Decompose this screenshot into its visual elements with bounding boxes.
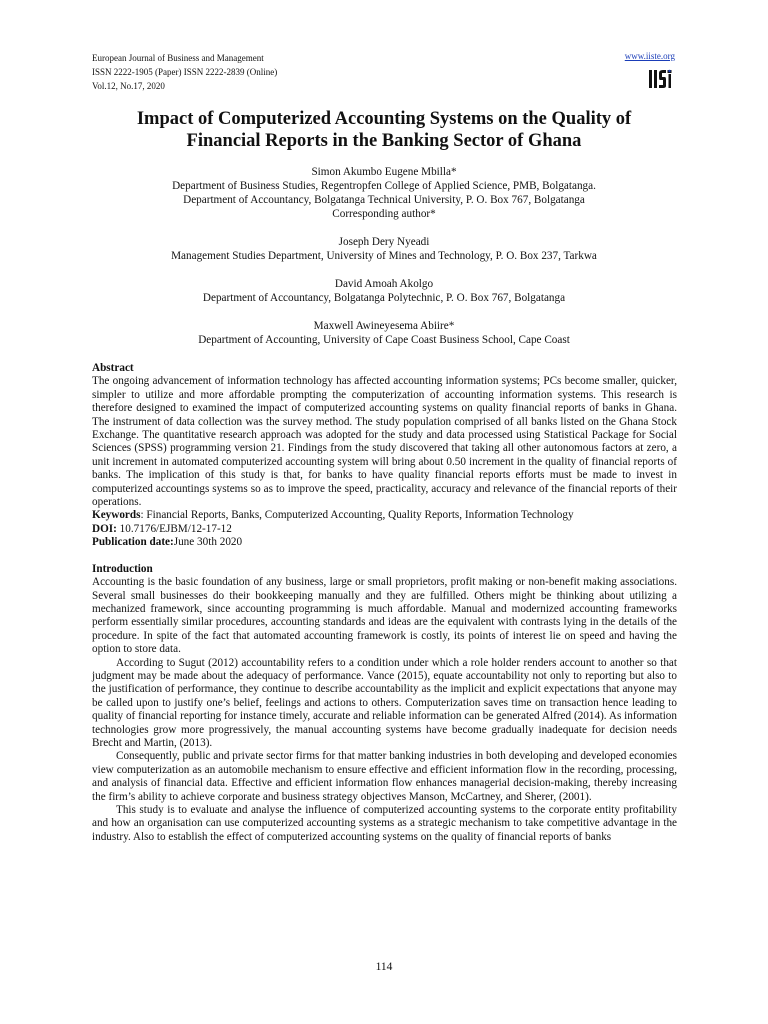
keywords-line <box>92 509 677 522</box>
paper-body <box>92 362 677 844</box>
intro-paragraph: Accounting is the basic foundation of any business, large or small proprietors, profit making or non-benefit making associations. Several small businesses do their bookkeeping manually and they are fulfilled. Others might be thinking about utilizing a mechanized framework, since accounting programming is much affordable. Manual and modernized accounting frameworks perform essentially similar procedures, accounting standards and ideas are the equivalent with contrasts lying in the details of the procedure. In spite of the fact that automated accounting framework is costly, its points of interest lie on speed and having the option to store data. <box>92 576 677 656</box>
corresponding-author-note: Corresponding author* <box>332 208 436 220</box>
author-block <box>92 235 676 263</box>
author-affiliation: Department of Accountancy, Bolgatanga Polytechnic, P. O. Box 767, Bolgatanga <box>202 292 566 304</box>
journal-issn: ISSN 2222-1905 (Paper) ISSN 2222-2839 (Online) <box>92 67 278 77</box>
intro-paragraph: According to Sugut (2012) accountability refers to a condition under which a role holder renders account to another so that judgment may be made about the adequacy of performance. Vance (2015), equate accountability not only to reporting but also to the justification of performance, they continue to describe accountability as the implicit and explicit expectations that anyone may be called upon to justify one’s belief, feelings and actions to others. Computerization saves time on transaction hence leading to quality of financial reporting for instance timely, accurate and reliable information can be generated Alfred (2014). As information technologies grow more progressively, the manual accounting systems have become gradually inadequate for decision needs Brecht and Martin, (2013). <box>92 656 677 749</box>
author-affiliation: Department of Accountancy, Bolgatanga Technical University, P. O. Box 767, Bolgatanga <box>183 194 585 206</box>
journal-website-link[interactable]: www.iiste.org <box>624 51 675 61</box>
journal-website-block <box>625 51 675 61</box>
journal-header <box>92 51 277 93</box>
journal-volume: Vol.12, No.17, 2020 <box>92 81 165 91</box>
paper-title-line-2: Financial Reports in the Banking Sector of Ghana <box>186 131 582 151</box>
author-name: Simon Akumbo Eugene Mbilla* <box>311 166 457 178</box>
journal-name: European Journal of Business and Management <box>92 53 264 63</box>
intro-paragraph: This study is to evaluate and analyse the influence of computerized accounting systems to the corporate entity profitability and how an organisation can use computerized accounting systems as a strategic mechanism to take competitive advantage in the industry. Also to establish the effect of computerized accounting systems on the quality of financial reports of banks <box>92 804 677 843</box>
section-gap <box>92 550 677 563</box>
abstract-text: The ongoing advancement of information technology has affected accounting information systems; PCs become smaller, quicker, simpler to utilize and more affordable prompting the computerization of accounting information systems. This research is therefore designed to examined the impact of computerized accounting systems on quality financial reports of banks in Ghana. The instrument of data collection was the survey method. The study population comprised of all banks listed on the Ghana Stock Exchange. The quantitative research approach was adopted for the study and data processed using Statistical Package for Social Sciences (SPSS) programming version 21. Findings from the study discovered that taking all other autonomous factors at zero, a unit increment in automated computerized accounting system will bring about 0.50 increment in the quality of financial reports of banks. The implication of this study is that, for banks to have quality financial reports efforts must be made to invest in computerized accountings systems so as to improve the speed, practicality, accuracy and relevance of the financial reports of their operations. <box>92 375 677 509</box>
author-block <box>92 165 676 221</box>
intro-paragraph: Consequently, public and private sector firms for that matter banking industries in both developing and developed economies view computerization as an automobile mechanism to ensure effective and efficient information flow in the recording, processing, and analysis of financial data. Effective and efficient information flow enhances managerial decision-making, thereby increasing the firm’s ability to achieve corporate and business strategy objectives Manson, McCartney, and Sherer, (2001). <box>92 750 677 803</box>
paper-title <box>92 108 676 152</box>
author-affiliation: Management Studies Department, University of Mines and Technology, P. O. Box 237, Tarkwa <box>171 250 597 262</box>
doi-value: 10.7176/EJBM/12-17-12 <box>116 522 232 535</box>
author-name: David Amoah Akolgo <box>334 278 434 290</box>
author-list <box>92 165 676 361</box>
author-affiliation: Department of Business Studies, Regentropfen College of Applied Science, PMB, Bolgatanga. <box>172 180 596 192</box>
doi-label: DOI: <box>92 522 117 535</box>
keywords-label: Keywords <box>92 509 141 522</box>
author-name: Joseph Dery Nyeadi <box>338 236 430 248</box>
iiste-logo-icon <box>647 68 673 90</box>
doi-line <box>92 523 677 536</box>
page-number: 114 <box>375 961 393 973</box>
author-name: Maxwell Awineyesema Abiire* <box>313 320 455 332</box>
publication-date-line <box>92 536 677 549</box>
publication-date-label: Publication date: <box>92 536 174 549</box>
keywords-value: : Financial Reports, Banks, Computerized Accounting, Quality Reports, Information Technology <box>140 509 574 522</box>
introduction-heading: Introduction <box>92 562 153 575</box>
abstract-heading: Abstract <box>92 362 134 374</box>
publication-date-value: June 30th 2020 <box>173 536 243 549</box>
author-affiliation: Department of Accounting, University of Cape Coast Business School, Cape Coast <box>198 334 570 346</box>
author-block <box>92 319 676 347</box>
author-block <box>92 277 676 305</box>
paper-title-line-1: Impact of Computerized Accounting Systems on the Quality of <box>136 109 632 129</box>
